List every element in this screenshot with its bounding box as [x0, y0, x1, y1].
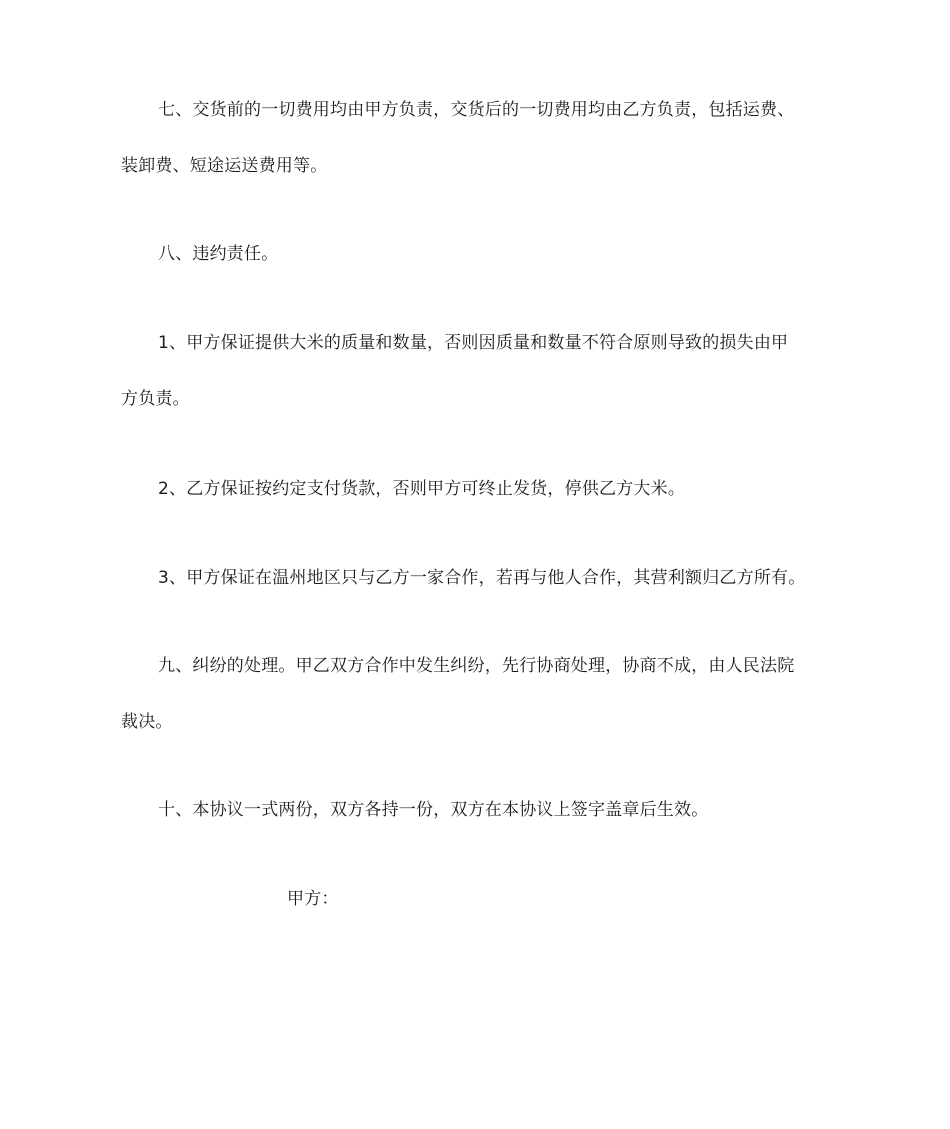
party-a-signature-label: 甲方： [287, 889, 339, 909]
clause-8-2-line-1: 2、乙方保证按约定支付货款，否则甲方可终止发货，停供乙方大米。 [158, 479, 686, 499]
clause-8-heading: 八、违约责任。 [158, 244, 279, 264]
clause-10-line-1: 十、本协议一式两份，双方各持一份，双方在本协议上签字盖章后生效。 [158, 800, 709, 820]
clause-8-3-line-1: 3、甲方保证在温州地区只与乙方一家合作，若再与他人合作，其营利额归乙方所有。 [158, 568, 806, 588]
clause-9-line-2: 裁决。 [121, 712, 173, 732]
clause-8-1-line-2: 方负责。 [121, 389, 190, 409]
clause-8-1-line-1: 1、甲方保证提供大米的质量和数量，否则因质量和数量不符合原则导致的损失由甲 [158, 333, 789, 353]
clause-7-line-1: 七、交货前的一切费用均由甲方负责，交货后的一切费用均由乙方负责，包括运费、 [158, 100, 795, 120]
clause-7-line-2: 装卸费、短途运送费用等。 [121, 156, 328, 176]
clause-9-line-1: 九、纠纷的处理。甲乙双方合作中发生纠纷，先行协商处理，协商不成，由人民法院 [158, 656, 795, 676]
